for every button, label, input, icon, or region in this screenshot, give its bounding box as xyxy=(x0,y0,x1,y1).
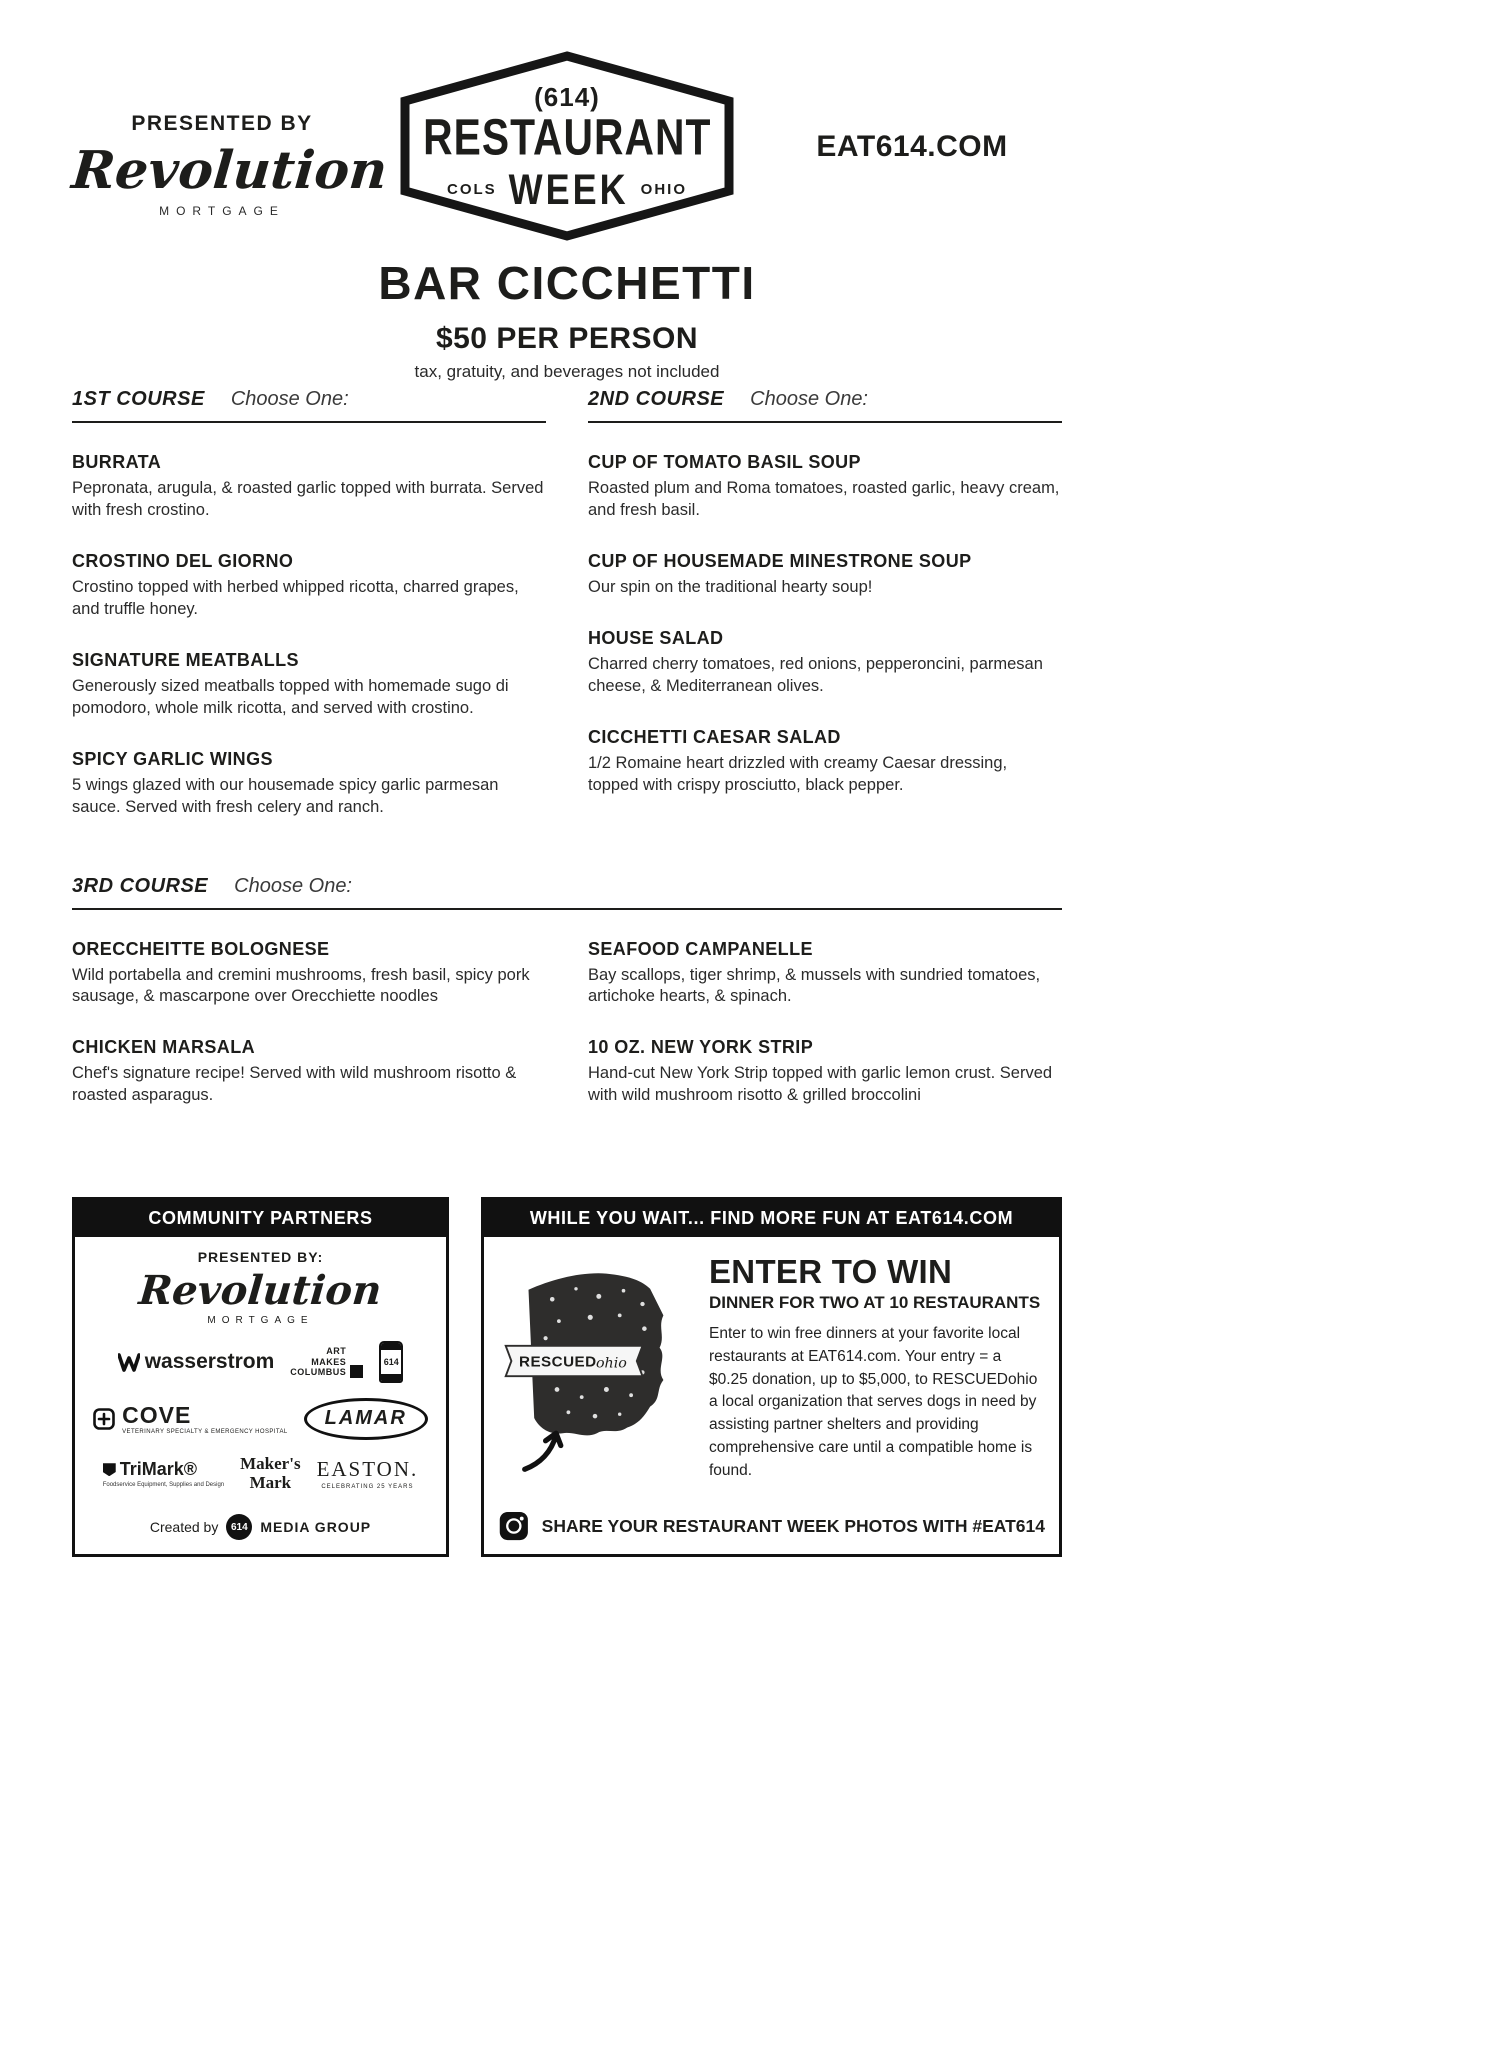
menu-item xyxy=(72,939,546,1009)
enter-to-win-subtitle: DINNER FOR TWO AT 10 RESTAURANTS xyxy=(709,1293,1041,1312)
partner-logo-row-1 xyxy=(118,1341,404,1383)
hand-drawn-arrow-icon xyxy=(525,1433,561,1469)
makers-line-2: Mark xyxy=(249,1472,292,1492)
course-3-left-column xyxy=(72,910,546,1108)
course-section-1 xyxy=(72,388,546,819)
amc-line-1: ART xyxy=(326,1346,347,1357)
course-1-choose: Choose One: xyxy=(230,388,349,410)
badge-cols: COLS xyxy=(446,181,497,198)
course-2-header xyxy=(588,388,1062,423)
wasserstrom-logo xyxy=(118,1350,275,1374)
menu-item xyxy=(588,1037,1062,1107)
amc-text xyxy=(290,1346,346,1377)
menu-item xyxy=(72,551,546,621)
menu-item-name: SEAFOOD CAMPANELLE xyxy=(588,938,813,959)
amc-square-icon xyxy=(350,1365,363,1378)
mortgage-label: MORTGAGE xyxy=(159,203,285,218)
menu-item xyxy=(72,650,546,720)
menu-item xyxy=(72,1037,546,1107)
community-partners-box xyxy=(72,1197,449,1557)
can-label: 614 xyxy=(383,1357,399,1367)
menu-item-name: CHICKEN MARSALA xyxy=(72,1037,255,1058)
badge-text xyxy=(399,50,735,242)
mortgage-label-small: MORTGAGE xyxy=(207,1315,314,1326)
cove-logo xyxy=(93,1401,288,1435)
share-text: SHARE YOUR RESTAURANT WEEK PHOTOS WITH #EAT614 xyxy=(541,1515,1045,1536)
menu-item-description: Bay scallops, tiger shrimp, & mussels with sundried tomatoes, artichoke hearts, & spinach. xyxy=(588,965,1041,1006)
menu-courses xyxy=(72,388,1062,1107)
course-1-label: 1ST COURSE xyxy=(72,388,205,410)
easton-label: EASTON. xyxy=(316,1457,419,1482)
cove-subtext: VETERINARY SPECIALTY & EMERGENCY HOSPITAL xyxy=(122,1428,288,1435)
menu-item xyxy=(72,749,546,819)
enter-to-win-block xyxy=(709,1247,1043,1506)
created-by-row xyxy=(150,1514,371,1542)
enter-to-win-body: Enter to win free dinners at your favorite local restaurants at EAT614.com. Your entry = a $0.25 donation, up to $5,000, to RESCUEDohio a local organization that serves dogs in need by assisting partner shelters and providing comprehensive care until a compatible home is found. xyxy=(709,1325,1038,1479)
cove-cross-icon xyxy=(93,1408,115,1430)
makers-mark-logo xyxy=(240,1455,300,1492)
easton-logo xyxy=(317,1457,419,1490)
614-media-group-icon: 614 xyxy=(226,1514,252,1540)
amc-line-3: COLUMBUS xyxy=(290,1367,347,1378)
trimark-subtext: Foodservice Equipment, Supplies and Design xyxy=(102,1482,225,1489)
course-3-grid xyxy=(72,910,1062,1108)
revolution-mortgage-logo-small: Revolution xyxy=(137,1267,384,1314)
course-section-2 xyxy=(588,388,1062,819)
menu-item-name: CICCHETTI CAESAR SALAD xyxy=(588,726,841,747)
wasserstrom-w-icon xyxy=(118,1353,140,1372)
created-by-label: Created by xyxy=(149,1519,219,1535)
website-url: EAT614.COM xyxy=(816,130,1008,163)
menu-item-description: Crostino topped with herbed whipped ricotta, charred grapes, and truffle honey. xyxy=(72,577,519,618)
community-partners-header: COMMUNITY PARTNERS xyxy=(75,1200,446,1237)
course-2-label: 2ND COURSE xyxy=(588,388,725,410)
menu-item-name: 10 OZ. NEW YORK STRIP xyxy=(588,1037,814,1058)
menu-item-description: Our spin on the traditional hearty soup! xyxy=(588,577,873,596)
instagram-icon xyxy=(498,1510,530,1542)
menu-item-description: 5 wings glazed with our housemade spicy garlic parmesan sauce. Served with fresh celery and ranch. xyxy=(72,775,499,816)
menu-item-description: Charred cherry tomatoes, red onions, pepperoncini, parmesan cheese, & Mediterranean olives. xyxy=(588,654,1043,695)
menu-item xyxy=(588,628,1062,698)
presented-by-block xyxy=(69,50,390,242)
course-3-choose: Choose One: xyxy=(234,874,352,897)
revolution-mortgage-logo: Revolution xyxy=(69,140,390,201)
menu-item xyxy=(588,727,1062,797)
menu-item-name: HOUSE SALAD xyxy=(588,627,724,648)
trimark-main xyxy=(103,1459,224,1480)
makers-line-1: Maker's xyxy=(240,1454,301,1473)
rescued-text: RESCUED xyxy=(519,1353,597,1371)
partner-logo-row-3 xyxy=(103,1455,419,1492)
trimark-label: TriMark® xyxy=(119,1459,198,1480)
ohio-state-shape xyxy=(500,1247,690,1475)
while-you-wait-content xyxy=(484,1237,1059,1506)
trimark-icon xyxy=(103,1463,116,1476)
menu-item-name: SIGNATURE MEATBALLS xyxy=(72,649,299,670)
courses-row xyxy=(72,388,1062,819)
badge-ohio: OHIO xyxy=(640,181,687,198)
cove-label: COVE xyxy=(122,1401,192,1428)
menu-item-description: Generously sized meatballs topped with homemade sugo di pomodoro, whole milk ricotta, and served with crostino. xyxy=(72,676,509,717)
share-row xyxy=(484,1506,1059,1554)
rescued-ohio-logo xyxy=(500,1247,695,1506)
menu-item xyxy=(588,551,1062,599)
course-section-3 xyxy=(72,875,1062,1108)
can-top-band xyxy=(381,1343,401,1350)
menu-item-description: Hand-cut New York Strip topped with garlic lemon crust. Served with wild mushroom risotto & grilled broccolini xyxy=(588,1064,1053,1105)
course-3-header xyxy=(72,875,1062,910)
price-disclaimer: tax, gratuity, and beverages not included xyxy=(414,362,720,381)
restaurant-week-badge xyxy=(399,50,735,242)
restaurant-name: BAR CICCHETTI xyxy=(378,257,756,309)
614-can-logo xyxy=(379,1341,403,1383)
menu-item-description: 1/2 Romaine heart drizzled with creamy Caesar dressing, topped with crispy prosciutto, black pepper. xyxy=(588,753,1008,794)
menu-item-name: BURRATA xyxy=(72,452,162,472)
partner-logo-row-2 xyxy=(93,1398,428,1440)
can-bottom-band xyxy=(381,1374,401,1381)
badge-week: WEEK xyxy=(508,164,629,214)
easton-subtext: CELEBRATING 25 YEARS xyxy=(321,1484,414,1491)
course-1-header xyxy=(72,388,546,423)
trimark-logo xyxy=(103,1459,224,1488)
menu-item xyxy=(588,452,1062,522)
menu-item-name: CUP OF HOUSEMADE MINESTRONE SOUP xyxy=(588,550,972,571)
media-group-label: MEDIA GROUP xyxy=(260,1519,372,1535)
menu-item-description: Roasted plum and Roma tomatoes, roasted garlic, heavy cream, and fresh basil. xyxy=(588,479,1060,519)
course-3-right-column xyxy=(588,910,1062,1108)
menu-item xyxy=(72,452,546,522)
wasserstrom-label: wasserstrom xyxy=(144,1350,275,1373)
cp-presented-by-label: PRESENTED BY: xyxy=(197,1249,324,1265)
badge-area-code: (614) xyxy=(534,81,600,112)
menu-item-name: SPICY GARLIC WINGS xyxy=(72,748,273,769)
title-block xyxy=(72,256,1062,382)
while-you-wait-box xyxy=(481,1197,1062,1557)
footer-boxes xyxy=(72,1197,1062,1557)
while-you-wait-header: WHILE YOU WAIT... FIND MORE FUN AT EAT614.COM xyxy=(484,1200,1059,1237)
menu-item-description: Chef's signature recipe! Served with wild mushroom risotto & roasted asparagus. xyxy=(72,1064,517,1105)
menu-item-description: Pepronata, arugula, & roasted garlic topped with burrata. Served with fresh crostino. xyxy=(72,479,544,519)
menu-item-name: ORECCHEITTE BOLOGNESE xyxy=(72,938,330,959)
course-2-choose: Choose One: xyxy=(750,388,868,410)
rescued-ohio-text: ohio xyxy=(595,1355,627,1372)
menu-item-description: Wild portabella and cremini mushrooms, fresh basil, spicy pork sausage, & mascarpone over Orecchiette noodles xyxy=(72,965,530,1006)
badge-bottom-row xyxy=(446,164,687,214)
enter-to-win-title: ENTER TO WIN xyxy=(709,1253,953,1290)
page-header xyxy=(69,50,1062,242)
menu-item xyxy=(588,939,1062,1009)
badge-restaurant-text: RESTAURANT xyxy=(422,109,712,166)
course-3-label: 3RD COURSE xyxy=(72,874,209,897)
lamar-logo: LAMAR xyxy=(304,1398,428,1440)
menu-item-name: CROSTINO DEL GIORNO xyxy=(72,550,294,571)
amc-line-2: MAKES xyxy=(311,1356,347,1367)
menu-item-name: CUP OF TOMATO BASIL SOUP xyxy=(588,452,861,472)
cove-text-block xyxy=(122,1401,288,1435)
price-per-person: $50 PER PERSON xyxy=(435,322,699,355)
community-partners-content xyxy=(75,1237,446,1554)
art-makes-columbus-logo xyxy=(290,1346,363,1377)
presented-by-label: PRESENTED BY xyxy=(131,112,313,135)
